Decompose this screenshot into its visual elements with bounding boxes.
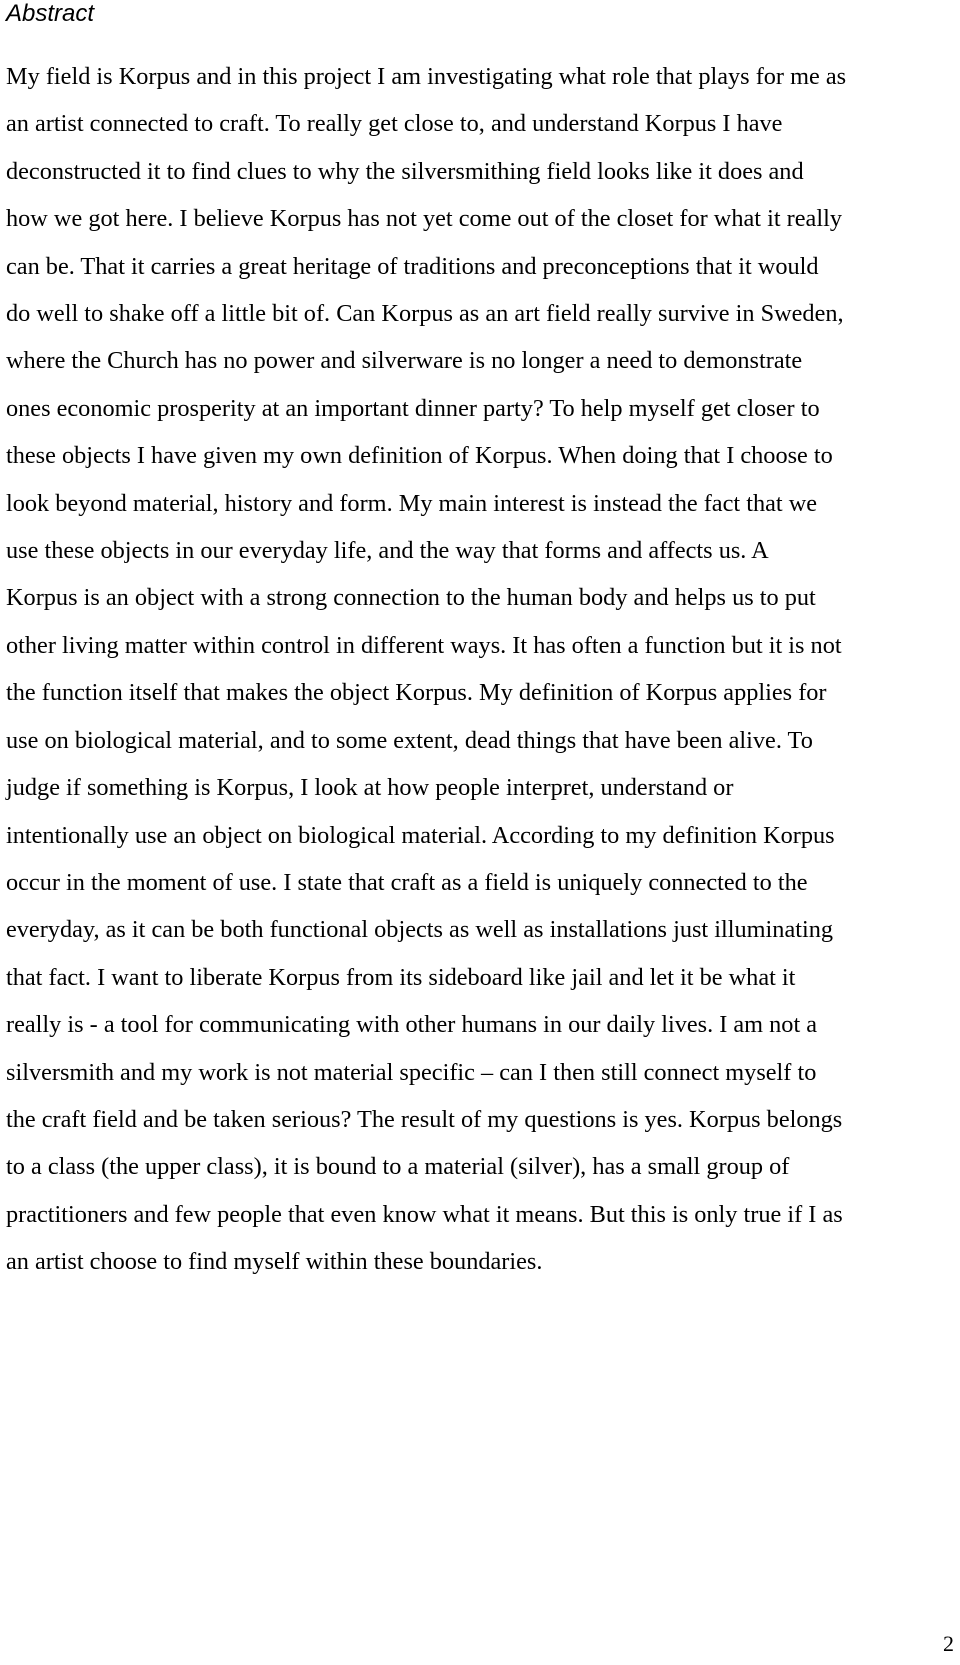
text-line: can be. That it carries a great heritage of traditions and preconceptions that it would <box>6 252 819 280</box>
text-line: My field is Korpus and in this project I am investigating what role that plays for me as <box>6 63 847 90</box>
text-line: silversmith and my work is not material specific – can I then still connect myself to <box>6 1058 817 1086</box>
text-line: everyday, as it can be both functional objects as well as installations just illuminating <box>6 916 834 944</box>
text-line: practitioners and few people that even know what it means. But this is only true if I as <box>6 1200 843 1228</box>
text-line: use these objects in our everyday life, and the way that forms and affects us. A <box>6 537 769 565</box>
text-line: to a class (the upper class), it is bound to a material (silver), has a small group of <box>6 1153 790 1181</box>
text-line: do well to shake off a little bit of. Can Korpus as an art field really survive in Sweden, <box>6 300 844 328</box>
text-line: that fact. I want to liberate Korpus from its sideboard like jail and let it be what it <box>6 963 796 991</box>
text-line: occur in the moment of use. I state that craft as a field is uniquely connected to the <box>6 868 808 896</box>
text-line: how we got here. I believe Korpus has not yet come out of the closet for what it really <box>6 205 842 233</box>
text-line: really is - a tool for communicating with other humans in our daily lives. I am not a <box>6 1011 818 1039</box>
text-line: look beyond material, history and form. My main interest is instead the fact that we <box>6 489 818 517</box>
page-number: 2 <box>943 1631 954 1656</box>
text-line: use on biological material, and to some extent, dead things that have been alive. To <box>6 726 813 754</box>
text-line: an artist choose to find myself within these boundaries. <box>6 1248 543 1276</box>
section-heading: Abstract <box>6 0 95 27</box>
text-line: the craft field and be taken serious? The result of my questions is yes. Korpus belongs <box>6 1105 843 1133</box>
text-line: Korpus is an object with a strong connection to the human body and helps us to put <box>6 584 816 612</box>
text-line: an artist connected to craft. To really get close to, and understand Korpus I have <box>6 110 783 138</box>
text-line: these objects I have given my own definition of Korpus. When doing that I choose to <box>6 442 833 470</box>
text-line: deconstructed it to find clues to why the silversmithing field looks like it does and <box>6 157 804 185</box>
text-line: ones economic prosperity at an important dinner party? To help myself get closer to <box>6 394 820 422</box>
text-line: judge if something is Korpus, I look at how people interpret, understand or <box>6 774 734 802</box>
abstract-paragraph <box>6 53 956 1286</box>
text-line: other living matter within control in different ways. It has often a function but it is not <box>6 631 842 659</box>
text-line: where the Church has no power and silverware is no longer a need to demonstrate <box>6 347 803 375</box>
text-line: intentionally use an object on biological material. According to my definition Korpus <box>6 821 835 849</box>
text-line: the function itself that makes the object Korpus. My definition of Korpus applies for <box>6 679 827 707</box>
